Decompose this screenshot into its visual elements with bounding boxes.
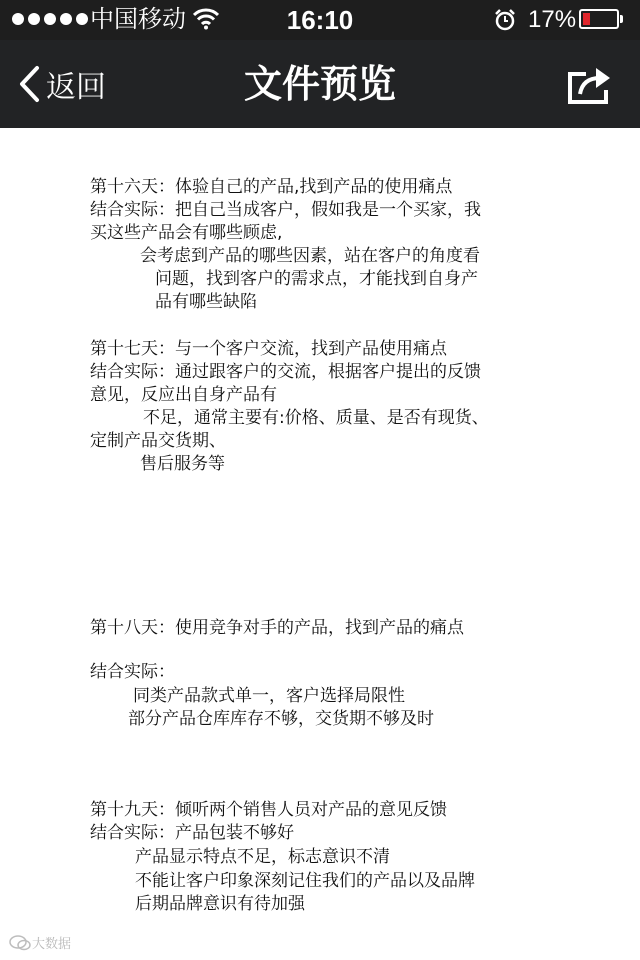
paragraph-line: 结合实际：通过跟客户的交流，根据客户提出的反馈 (90, 362, 481, 382)
battery-nub (620, 15, 623, 23)
status-bar (0, 0, 640, 40)
day19-heading: 第十九天：倾听两个销售人员对产品的意见反馈 (90, 800, 447, 820)
paragraph-line: 结合实际：产品包装不够好 (90, 823, 294, 843)
paragraph-line: 会考虑到产品的哪些因素，站在客户的角度看 (140, 246, 480, 266)
paragraph-line: 问题，找到客户的需求点，才能找到自身产 (155, 269, 478, 289)
back-label: 返回 (46, 70, 106, 105)
paragraph-line: 结合实际：把自己当成客户，假如我是一个买家，我 (90, 200, 481, 220)
chat-bubble-icon (8, 934, 32, 952)
page-title: 文件预览 (243, 62, 396, 106)
paragraph-line: 后期品牌意识有待加强 (135, 894, 305, 914)
paragraph-line: 定制产品交货期、 (90, 431, 226, 451)
paragraph-line: 意见，反应出自身产品有 (90, 385, 277, 405)
paragraph-line: 买这些产品会有哪些顾虑, (90, 223, 283, 243)
day16-heading: 第十六天：体验自己的产品,找到产品的使用痛点 (90, 177, 453, 197)
watermark (8, 933, 71, 952)
battery-percentage: 17% (528, 6, 577, 33)
document-preview[interactable] (0, 128, 640, 960)
share-icon[interactable] (566, 64, 614, 106)
status-time: 16:10 (286, 5, 354, 35)
watermark-text: 大数据 (32, 937, 72, 952)
back-button[interactable] (18, 62, 106, 106)
paragraph-line: 部分产品仓库库存不够，交货期不够及时 (128, 709, 434, 729)
paragraph-line: 品有哪些缺陷 (155, 292, 257, 312)
day17-heading: 第十七天：与一个客户交流，找到产品使用痛点 (90, 339, 447, 359)
chevron-left-icon (18, 65, 40, 103)
paragraph-line: 售后服务等 (140, 454, 225, 474)
battery-icon (579, 9, 619, 29)
navigation-bar (0, 40, 640, 128)
paragraph-line: 结合实际： (90, 662, 175, 682)
paragraph-line: 不能让客户印象深刻记住我们的产品以及品牌 (135, 871, 475, 891)
day18-heading: 第十八天：使用竞争对手的产品，找到产品的痛点 (90, 618, 464, 638)
paragraph-line: 产品显示特点不足，标志意识不清 (135, 847, 390, 867)
carrier-name: 中国移动 (90, 6, 186, 33)
paragraph-line: 同类产品款式单一，客户选择局限性 (133, 686, 405, 706)
alarm-clock-icon (493, 8, 517, 32)
paragraph-line: 不足，通常主要有:价格、质量、是否有现货、 (143, 408, 489, 428)
